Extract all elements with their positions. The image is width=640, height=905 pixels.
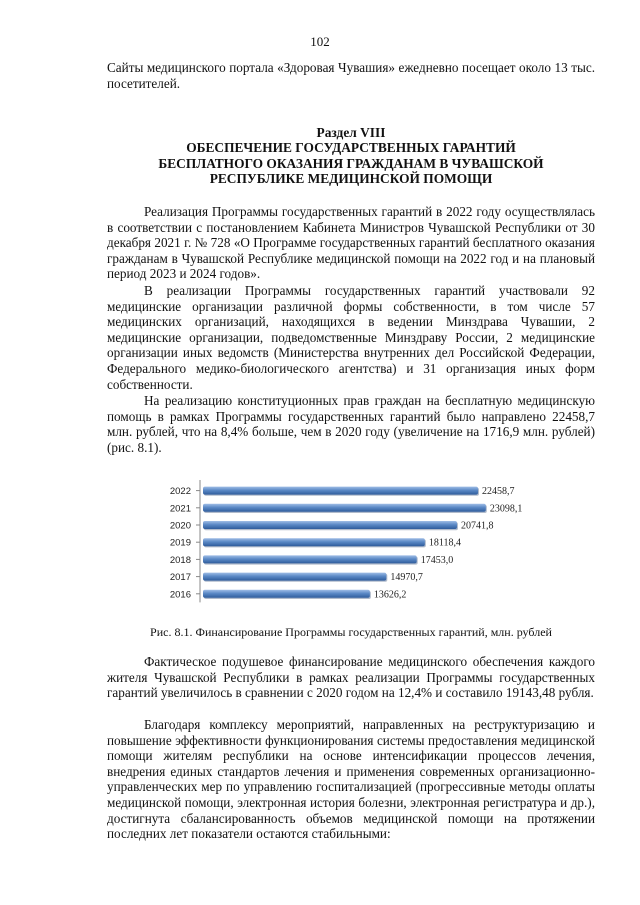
category-label: 2022	[169, 486, 191, 498]
category-label: 2019	[169, 537, 191, 549]
category-label: 2017	[169, 572, 191, 584]
value-label: 17453,0	[420, 554, 454, 566]
value-label: 23098,1	[489, 503, 523, 515]
chart-svg	[150, 474, 570, 610]
body-paragraph: На реализацию конституционных прав граждан на бесплатную медицинскую помощь в рамках Программы государственных гарантий было направлено 22458,7 млн. рублей, что на 8,4% больше, чем в 2020 году (увеличение на 1716,9 млн. рублей) (рис. 8.1).	[107, 393, 595, 455]
bar	[203, 573, 386, 581]
page-number: 102	[310, 34, 330, 49]
value-label: 18118,4	[428, 537, 461, 549]
section-label: Раздел VIII	[316, 125, 386, 140]
body-paragraph: Благодаря комплексу мероприятий, направленных на реструктуризацию и повышение эффективности функционирования системы предоставления медицинской помощи жителям республики на основе интенсификации процессов лечения, внедрения единых стандартов лечения и применения современных организационно-управленческих мер по управлению госпитализацией (прогрессивные методы оплаты медицинской помощи, электронная история болезни, электронная регистратура и др.), достигнута сбалансированность объемов медицинской помощи на протяжении последних лет показатели остаются стабильными:	[107, 717, 595, 842]
funding-bar-chart	[150, 474, 570, 610]
value-label: 20741,8	[460, 520, 494, 532]
bar	[203, 555, 417, 563]
bar	[203, 590, 370, 598]
body-paragraph: Реализация Программы государственных гарантий в 2022 году осуществлялась в соответствии с постановлением Кабинета Министров Чувашской Республики от 30 декабря 2021 г. № 728 «О Программе государственных гарантий бесплатного оказания гражданам в Чувашской Республике медицинской помощи на 2022 год и на плановый период 2023 и 2024 годов».	[107, 204, 595, 282]
value-label: 14970,7	[390, 572, 423, 584]
value-label: 13626,2	[373, 589, 407, 601]
bar	[203, 487, 478, 495]
section-title: ОБЕСПЕЧЕНИЕ ГОСУДАРСТВЕННЫХ ГАРАНТИЙ БЕСПЛАТНОГО ОКАЗАНИЯ ГРАЖДАНАМ В ЧУВАШСКОЙ РЕСПУБЛИКЕ МЕДИЦИНСКОЙ ПОМОЩИ	[158, 140, 544, 187]
body-paragraph: В реализации Программы государственных гарантий участвовали 92 медицинские организации различной формы собственности, в том числе 57 медицинских организаций, находящихся в ведении Минздрава Чувашии, 2 медицинские организации, подведомственные Минздраву России, 2 медицинские организации иных ведомств (Министерства внутренних дел Российской Федерации, Федерального медико-биологического агентства) и 31 организация иных форм собственности.	[107, 283, 595, 392]
value-label: 22458,7	[482, 486, 515, 498]
bar	[203, 538, 425, 546]
category-label: 2018	[169, 554, 191, 566]
figure-caption: Рис. 8.1. Финансирование Программы государственных гарантий, млн. рублей	[150, 625, 552, 639]
category-label: 2021	[169, 503, 191, 515]
category-label: 2020	[169, 520, 191, 532]
intro-paragraph: Сайты медицинского портала «Здоровая Чувашия» ежедневно посещает около 13 тыс. посетителей.	[107, 60, 595, 91]
bar	[203, 504, 486, 512]
bar	[203, 521, 457, 529]
section-heading	[107, 125, 595, 187]
body-paragraph: Фактическое подушевое финансирование медицинского обеспечения каждого жителя Чувашской Республики в рамках реализации Программы государственных гарантий увеличилось в сравнении с 2020 годом на 12,4% и составило 19143,48 рубля.	[107, 654, 595, 701]
category-label: 2016	[169, 589, 191, 601]
